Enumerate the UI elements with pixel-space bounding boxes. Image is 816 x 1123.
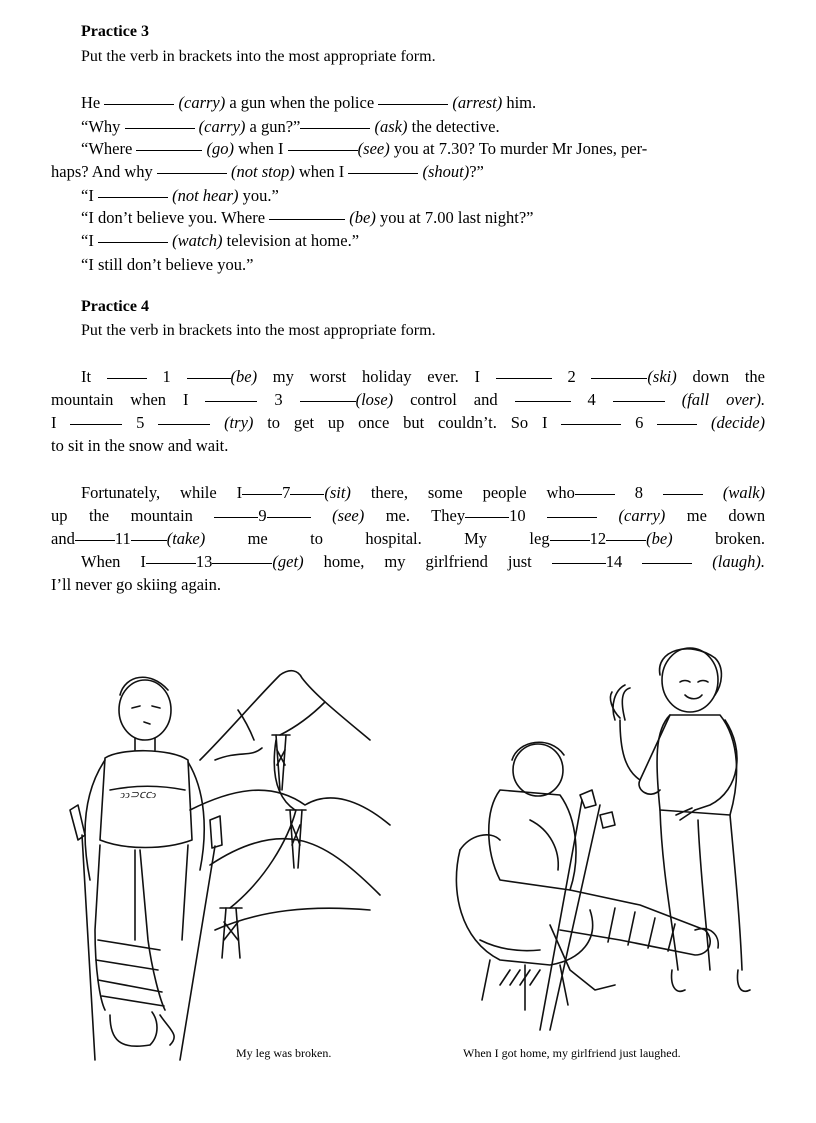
answer-blank[interactable] <box>98 197 168 198</box>
answer-blank[interactable] <box>515 401 571 402</box>
caption-left: My leg was broken. <box>236 1046 332 1060</box>
exercise-line: “I still don’t believe you.” <box>81 255 254 274</box>
girlfriend-laughing-illustration <box>440 640 790 1070</box>
answer-blank[interactable] <box>496 378 552 379</box>
answer-blank[interactable] <box>663 494 703 495</box>
answer-blank[interactable] <box>300 401 356 402</box>
item-number: 9 <box>258 506 267 525</box>
answer-blank[interactable] <box>288 150 358 151</box>
exercise-line: “I don’t believe you. Where (be) you at 7.00 last night?” <box>81 208 534 227</box>
item-number: 8 <box>634 483 644 502</box>
item-number: 12 <box>589 529 607 548</box>
man-on-crutches-illustration <box>40 640 420 1070</box>
practice-3-instruction: Put the verb in brackets into the most appropriate form. <box>81 48 436 65</box>
answer-blank[interactable] <box>214 517 258 518</box>
answer-blank[interactable] <box>552 563 606 564</box>
answer-blank[interactable] <box>107 378 147 379</box>
exercise-line: He (carry) a gun when the police (arrest) him. <box>81 93 537 112</box>
answer-blank[interactable] <box>657 424 697 425</box>
answer-blank[interactable] <box>157 173 227 174</box>
answer-blank[interactable] <box>212 563 272 564</box>
answer-blank[interactable] <box>613 401 665 402</box>
item-number: 2 <box>567 367 576 386</box>
answer-blank[interactable] <box>561 424 621 425</box>
answer-blank[interactable] <box>348 173 418 174</box>
svg-text:ↄↄ⊃ⅽⅽↄ: ↄↄ⊃ⅽⅽↄ <box>120 789 157 801</box>
answer-blank[interactable] <box>187 378 231 379</box>
answer-blank[interactable] <box>136 150 202 151</box>
answer-blank[interactable] <box>75 540 115 541</box>
item-number: 11 <box>114 529 131 548</box>
answer-blank[interactable] <box>642 563 692 564</box>
exercise-line: Fortunately, while I 7 (sit) there, some people who 8 (walk) <box>81 483 766 502</box>
answer-blank[interactable] <box>98 242 168 243</box>
answer-blank[interactable] <box>104 104 174 105</box>
answer-blank[interactable] <box>547 517 597 518</box>
exercise-line: haps? And why (not stop) when I (shout)?” <box>51 162 484 181</box>
answer-blank[interactable] <box>591 378 647 379</box>
answer-blank[interactable] <box>606 540 646 541</box>
answer-blank[interactable] <box>290 494 324 495</box>
practice-4-instruction: Put the verb in brackets into the most appropriate form. <box>81 322 436 339</box>
exercise-line: When I 13 (get) home, my girlfriend just 14 (laugh). <box>81 552 765 571</box>
answer-blank[interactable] <box>125 128 195 129</box>
item-number: 10 <box>509 506 526 525</box>
caption-right: When I got home, my girlfriend just laughed. <box>463 1046 681 1060</box>
answer-blank[interactable] <box>300 128 370 129</box>
item-number: 5 <box>136 413 145 432</box>
answer-blank[interactable] <box>205 401 257 402</box>
exercise-line: mountain when I 3 (lose) control and 4 (fall over). <box>51 390 766 409</box>
item-number: 4 <box>587 390 596 409</box>
exercise-line: up the mountain 9 (see) me. They 10 (carry) me down <box>51 506 766 525</box>
item-number: 13 <box>195 552 213 571</box>
answer-blank[interactable] <box>269 219 345 220</box>
answer-blank[interactable] <box>70 424 122 425</box>
exercise-line: to sit in the snow and wait. <box>51 436 229 455</box>
item-number: 6 <box>635 413 644 432</box>
exercise-line: “Where (go) when I (see) you at 7.30? To murder Mr Jones, per- <box>81 139 648 158</box>
exercise-line: “I (not hear) you.” <box>81 186 279 205</box>
item-number: 14 <box>605 552 623 571</box>
practice-4-heading: Practice 4 <box>81 298 149 315</box>
answer-blank[interactable] <box>575 494 615 495</box>
answer-blank[interactable] <box>267 517 311 518</box>
item-number: 7 <box>282 483 291 502</box>
exercise-line: “Why (carry) a gun?” (ask) the detective. <box>81 117 500 136</box>
answer-blank[interactable] <box>146 563 196 564</box>
exercise-line: and 11 (take) me to hospital. My leg 12 (be) broken. <box>51 529 766 548</box>
item-number: 3 <box>274 390 283 409</box>
exercise-line: “I (watch) television at home.” <box>81 231 360 250</box>
item-number: 1 <box>162 367 171 386</box>
practice-3-heading: Practice 3 <box>81 23 149 40</box>
exercise-line: I 5 (try) to get up once but couldn’t. So I 6 (decide) <box>51 413 766 432</box>
answer-blank[interactable] <box>131 540 167 541</box>
answer-blank[interactable] <box>550 540 590 541</box>
answer-blank[interactable] <box>465 517 509 518</box>
answer-blank[interactable] <box>242 494 282 495</box>
exercise-line: I’ll never go skiing again. <box>51 575 221 594</box>
answer-blank[interactable] <box>378 104 448 105</box>
exercise-line: It 1 (be) my worst holiday ever. I 2 (ski) down the <box>81 367 766 386</box>
answer-blank[interactable] <box>158 424 210 425</box>
